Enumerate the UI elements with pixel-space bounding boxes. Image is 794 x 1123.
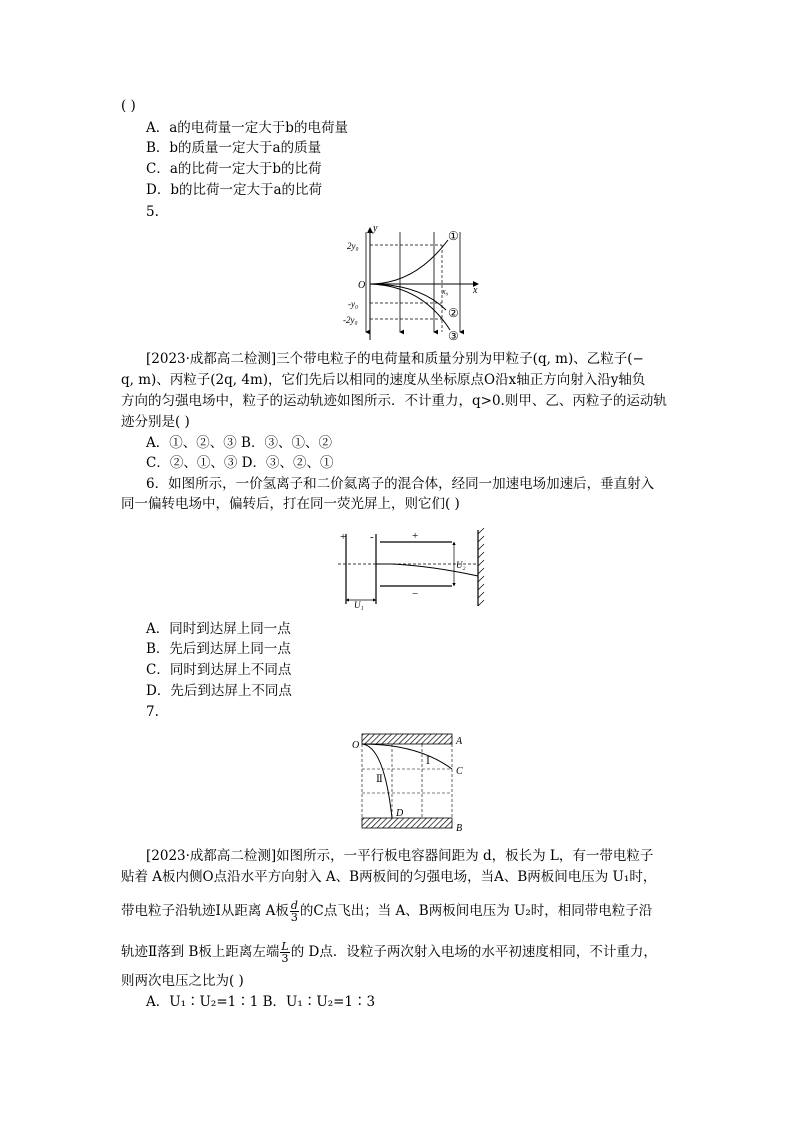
q4-option-a: A．a的电荷量一定大于b的电荷量: [146, 120, 348, 136]
frac1-num: d: [290, 899, 298, 912]
label-trajectory-i: Ⅰ: [426, 756, 430, 767]
q6-option-a: A．同时到达屏上同一点: [146, 621, 291, 637]
q6-option-d: D．先后到达屏上不同点: [146, 683, 292, 699]
accel-minus-sign: -: [370, 531, 374, 543]
curve-label-2: ②: [448, 306, 459, 320]
q5-options-ab: A．①、②、③ B．③、①、②: [146, 435, 332, 451]
q7-line3-part2: 的C点飞出；当 A、B两板间电压为 U₂时，相同带电粒子沿: [299, 903, 653, 919]
y-axis-label: y: [373, 223, 378, 234]
label-c: C: [456, 766, 463, 777]
q7-text-line-2: 贴着 A板内侧O点沿水平方向射入 A、B两板间的匀强电场，当A、B两板间电压为 U₁时，: [121, 869, 657, 885]
q5-text-line-4: 迹分别是( ): [121, 414, 190, 430]
plate-a: [362, 734, 452, 744]
q7-options-ab: A．U₁∶U₂=1∶1 B．U₁∶U₂=1∶3: [146, 994, 376, 1010]
label-trajectory-ii: Ⅱ: [376, 774, 383, 785]
x-axis-label: x: [473, 285, 478, 296]
q7-text-line-1: [2023·成都高二检测]如图所示，一平行板电容器间距为 d，板长为 L，有一带电粒子: [146, 848, 654, 864]
frac1-den: 3: [290, 911, 298, 924]
q4-option-b: B．b的质量一定大于a的质量: [146, 140, 322, 156]
label-a: A: [456, 736, 463, 747]
q7-text-line-3: [121, 900, 652, 923]
deflect-plus-sign: +: [412, 530, 419, 542]
trajectory-1: [370, 240, 448, 284]
q7-line4-part2: 的 D点．设粒子两次射入电场的水平初速度相同，不计重力，: [290, 944, 657, 960]
trajectory-i: [362, 744, 452, 769]
trajectory-2: [370, 284, 446, 310]
q7-line3-part1: 带电粒子沿轨迹Ⅰ从距离 A板: [121, 903, 289, 919]
label-b: B: [456, 823, 463, 834]
tick-minus-y0: -y₀: [348, 299, 359, 309]
q6-deflection-figure: [332, 526, 492, 610]
accel-plus-sign: +: [340, 531, 347, 543]
u1-label: U₁: [354, 600, 364, 610]
curve-label-3: ③: [448, 329, 459, 343]
label-o: O: [352, 740, 360, 751]
u2-label: U₂: [456, 560, 466, 570]
q6-option-c: C．同时到达屏上不同点: [146, 662, 292, 678]
fraction-d-over-3: [290, 900, 299, 923]
q4-option-d: D．b的比荷一定大于a的比荷: [146, 182, 323, 198]
q4-option-c: C．a的比荷一定大于b的比荷: [146, 161, 322, 177]
q5-number: 5.: [146, 204, 159, 220]
q4-bracket: ( ): [121, 98, 136, 114]
deflect-minus-sign: −: [412, 588, 419, 600]
frac2-num: L: [281, 940, 289, 953]
curve-label-1: ①: [448, 229, 459, 243]
tick-minus-2y0: -2y₀: [343, 315, 358, 325]
q5-text-line-1: [2023·成都高二检测]三个带电粒子的电荷量和质量分别为甲粒子(q, m)、乙粒子(−: [146, 351, 644, 367]
tick-x0: x₀: [442, 287, 449, 296]
q5-trajectory-figure: [330, 222, 490, 344]
origin-label: O: [358, 280, 366, 291]
q6-text-line-2: 同一偏转电场中，偏转后，打在同一荧光屏上，则它们( ): [121, 496, 460, 512]
q5-text-line-2: q, m)、丙粒子(2q, 4m)，它们先后以相同的速度从坐标原点O沿x轴正方向射入沿y轴负: [121, 372, 646, 388]
q7-line4-part1: 轨迹Ⅱ落到 B板上距离左端: [121, 944, 280, 960]
q7-text-line-5: 则两次电压之比为( ): [121, 973, 244, 989]
label-d: D: [396, 808, 404, 819]
q6-text-line-1: 6．如图所示，一价氢离子和二价氦离子的混合体，经同一加速电场加速后，垂直射入: [146, 476, 655, 492]
fraction-l-over-3: [280, 941, 289, 964]
q5-text-line-3: 方向的匀强电场中，粒子的运动轨迹如图所示．不计重力，q>0.则甲、乙、丙粒子的运动轨: [121, 393, 667, 409]
trajectory-3: [370, 284, 450, 330]
q6-option-b: B．先后到达屏上同一点: [146, 641, 291, 657]
tick-2y0: 2y₀: [347, 241, 359, 251]
q7-capacitor-figure: [318, 728, 478, 834]
q7-number: 7.: [146, 704, 159, 720]
plate-b: [362, 818, 452, 828]
q5-options-cd: C．②、①、③ D．③、②、①: [146, 455, 334, 471]
q7-text-line-4: [121, 941, 657, 964]
frac2-den: 3: [281, 952, 289, 965]
